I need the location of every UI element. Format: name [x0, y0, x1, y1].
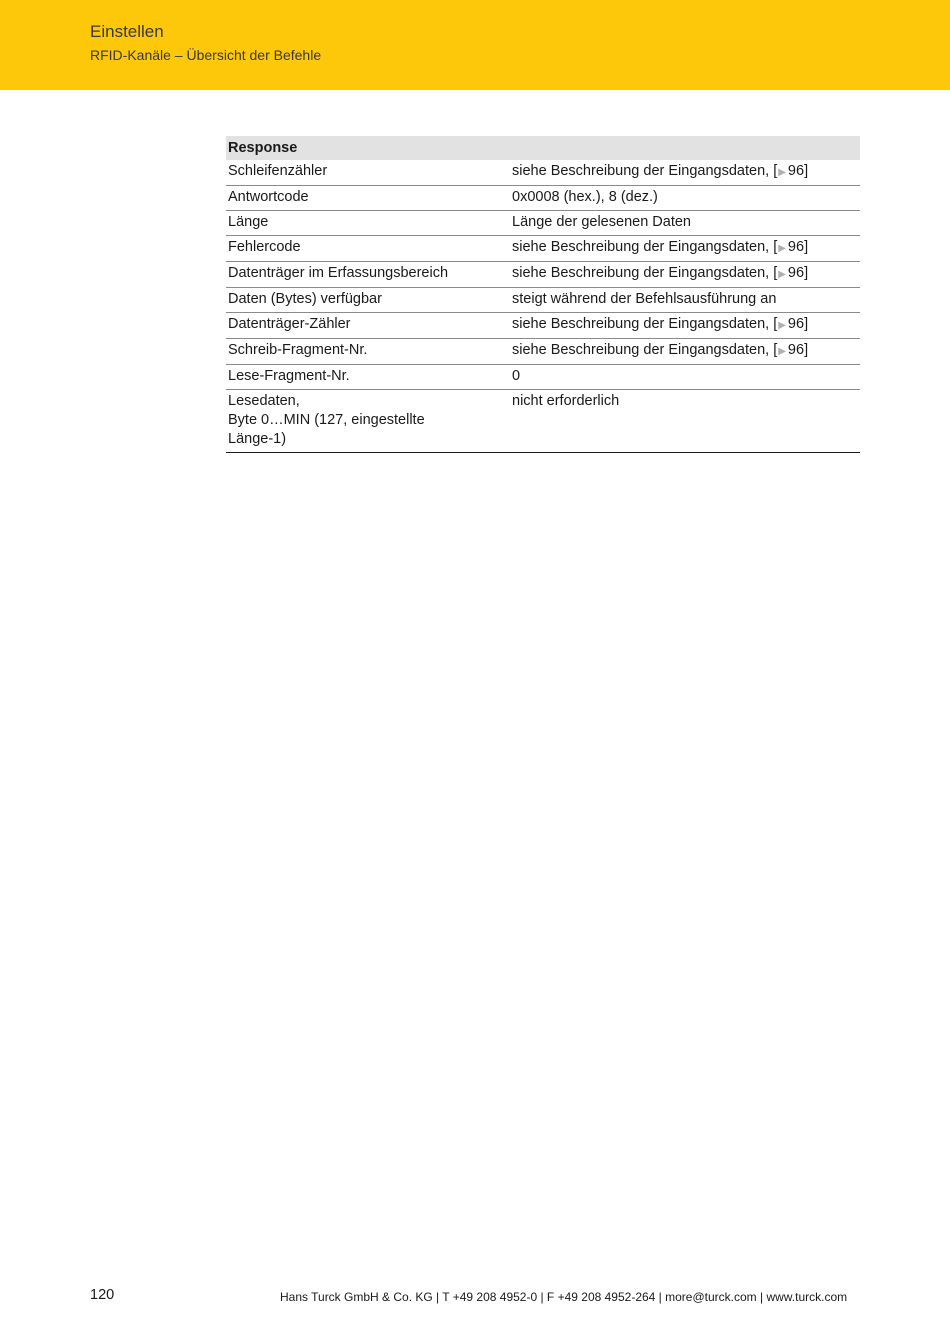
row-value: Länge der gelesenen Daten [510, 211, 860, 236]
page-reference-number: 96 [787, 239, 805, 255]
table-section-label: Response [226, 136, 860, 160]
triangle-right-icon: ▶ [778, 167, 786, 178]
page-number: 120 [90, 1287, 115, 1303]
triangle-right-icon: ▶ [778, 269, 786, 280]
triangle-right-icon: ▶ [778, 346, 786, 357]
page-reference-link[interactable]: [▶ 96] [773, 342, 809, 358]
page-reference-link[interactable]: [▶ 96] [773, 239, 809, 255]
table-row [226, 339, 860, 365]
triangle-right-icon: ▶ [778, 243, 786, 254]
table-row [226, 288, 860, 313]
table-row [226, 186, 860, 211]
table-row [226, 262, 860, 288]
row-value [510, 160, 860, 186]
header-band [0, 0, 950, 90]
row-name: Schleifenzähler [226, 160, 510, 186]
row-value-text: siehe Beschreibung der Eingangsdaten, [512, 316, 770, 332]
response-table [226, 136, 860, 453]
row-name-line: Länge-1) [228, 431, 287, 447]
row-value [510, 313, 860, 339]
row-value: steigt während der Befehlsausführung an [510, 288, 860, 313]
table-row [226, 313, 860, 339]
row-name: Datenträger im Erfassungsbereich [226, 262, 510, 288]
page-reference-link[interactable]: [▶ 96] [773, 163, 809, 179]
row-name: Antwortcode [226, 186, 510, 211]
table-row [226, 160, 860, 186]
row-name-line: Byte 0…MIN (127, eingestellte [228, 412, 425, 428]
row-name-line: Lesedaten, [228, 393, 300, 409]
row-name: Daten (Bytes) verfügbar [226, 288, 510, 313]
page-reference-link[interactable]: [▶ 96] [773, 265, 809, 281]
page-reference-number: 96 [787, 316, 805, 332]
section-subtitle: RFID-Kanäle – Übersicht der Befehle [90, 47, 322, 63]
page-reference-number: 96 [787, 265, 805, 281]
row-value [510, 262, 860, 288]
row-value-text: siehe Beschreibung der Eingangsdaten, [512, 342, 770, 358]
row-name: Länge [226, 211, 510, 236]
row-value: nicht erforderlich [510, 390, 860, 453]
table-row [226, 211, 860, 236]
page-reference-number: 96 [787, 163, 805, 179]
row-name: Datenträger-Zähler [226, 313, 510, 339]
page-reference-number: 96 [787, 342, 805, 358]
table-header-row [226, 136, 860, 160]
footer-company-info: Hans Turck GmbH & Co. KG | T +49 208 4952-0 | F +49 208 4952-264 | more@turck.com | www.turck.com [280, 1290, 848, 1304]
table-row [226, 236, 860, 262]
row-name: Schreib-Fragment-Nr. [226, 339, 510, 365]
row-value [510, 236, 860, 262]
row-name: Lese-Fragment-Nr. [226, 365, 510, 390]
row-value [510, 339, 860, 365]
row-value: 0x0008 (hex.), 8 (dez.) [510, 186, 860, 211]
row-name [226, 390, 510, 453]
table-row [226, 390, 860, 453]
row-value: 0 [510, 365, 860, 390]
page-reference-link[interactable]: [▶ 96] [773, 316, 809, 332]
row-value-text: siehe Beschreibung der Eingangsdaten, [512, 239, 770, 255]
chapter-title: Einstellen [90, 22, 164, 41]
table-row [226, 365, 860, 390]
row-value-text: siehe Beschreibung der Eingangsdaten, [512, 163, 770, 179]
triangle-right-icon: ▶ [778, 320, 786, 331]
row-name: Fehlercode [226, 236, 510, 262]
row-value-text: siehe Beschreibung der Eingangsdaten, [512, 265, 770, 281]
